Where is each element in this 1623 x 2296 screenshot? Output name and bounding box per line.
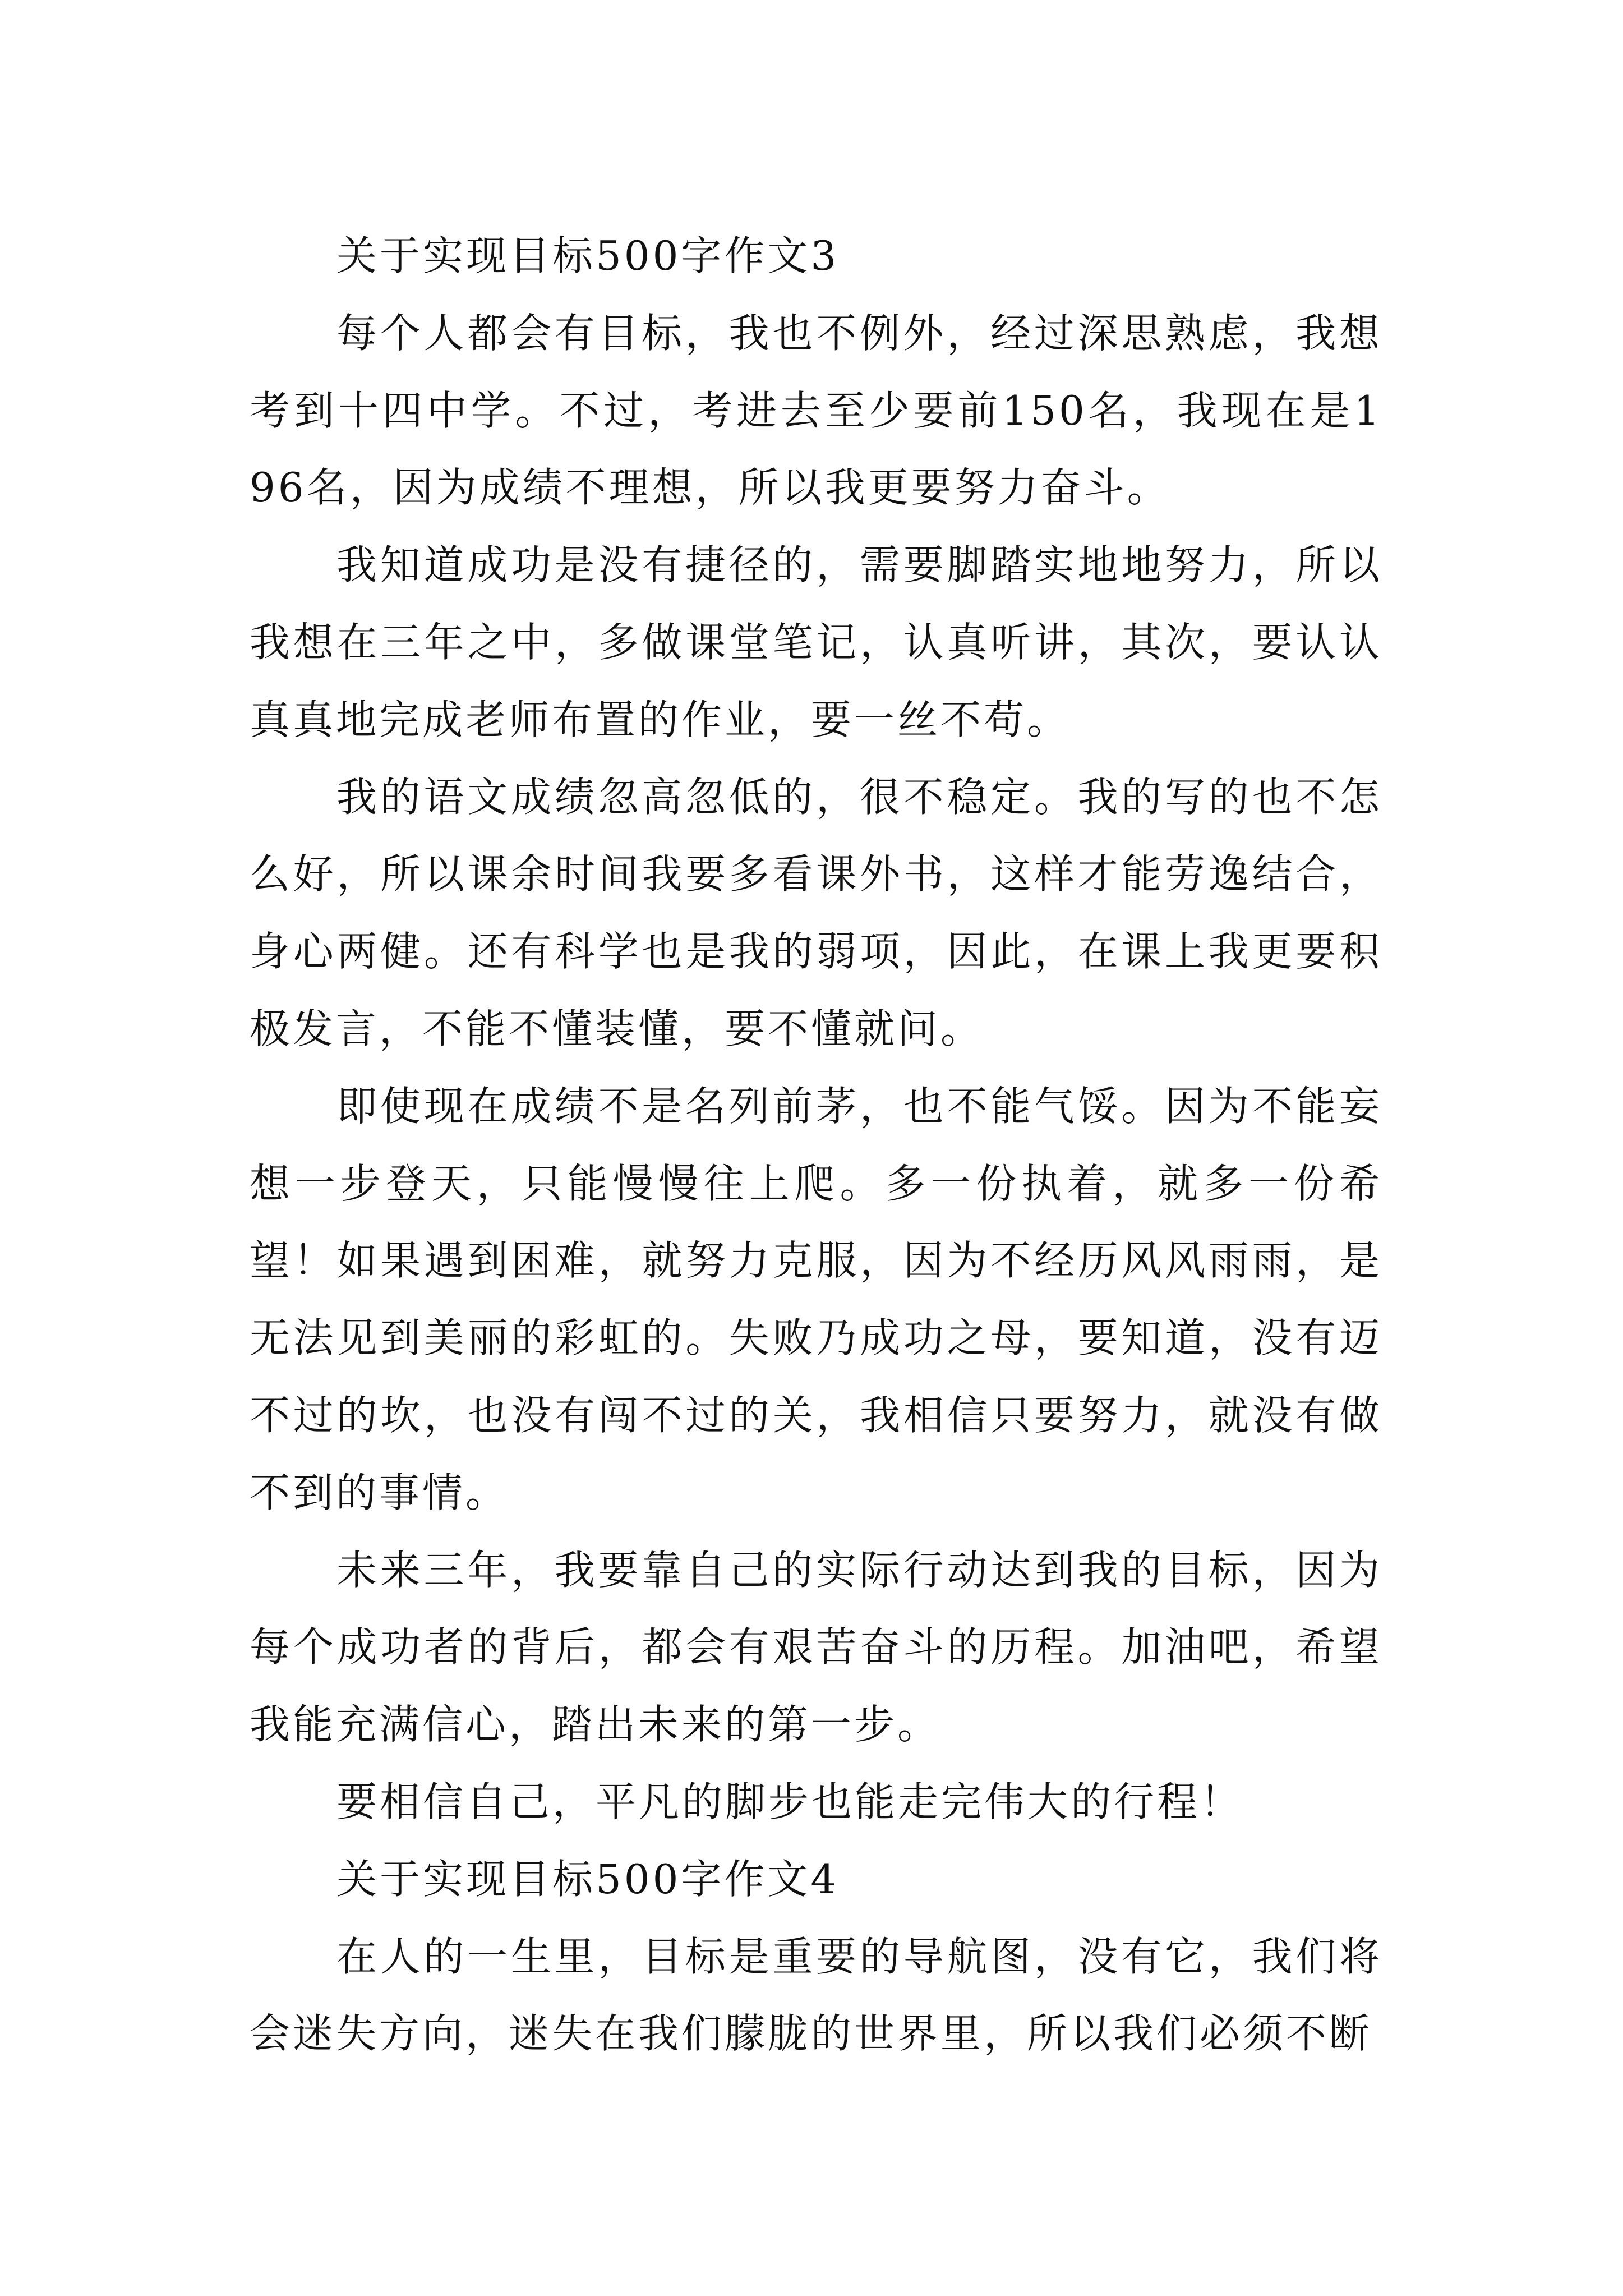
paragraph-navigation: 在人的一生里，目标是重要的导航图，没有它，我们将会迷失方向，迷失在我们朦胧的世界里，所以我们必须不断: [250, 1932, 1382, 2058]
paragraph-subjects: 我的语文成绩忽高忽低的，很不稳定。我的写的也不怎么好，所以课余时间我要多看课外书，这样才能劳逸结合，身心两健。还有科学也是我的弱项，因此，在课上我更要积极发言，不能不懂装懂，要不懂就问。: [250, 773, 1382, 1052]
paragraph-perseverance: 即使现在成绩不是名列前茅，也不能气馁。因为不能妄想一步登天，只能慢慢往上爬。多一份执着，就多一份希望！如果遇到困难，就努力克服，因为不经历风风雨雨，是无法见到美丽的彩虹的。失败乃成功之母，要知道，没有迈不过的坎，也没有闯不过的关，我相信只要努力，就没有做不到的事情。: [250, 1082, 1382, 1516]
paragraph-closing: 要相信自己，平凡的脚步也能走完伟大的行程！: [336, 1778, 1244, 1825]
essay-body: [250, 218, 1382, 2073]
paragraph-future: 未来三年，我要靠自己的实际行动达到我的目标，因为每个成功者的背后，都会有艰苦奋斗的历程。加油吧，希望我能充满信心，踏出未来的第一步。: [250, 1546, 1382, 1749]
essay-title-3: 关于实现目标500字作文3: [336, 232, 840, 279]
paragraph-effort: 我知道成功是没有捷径的，需要脚踏实地地努力，所以我想在三年之中，多做课堂笔记，认真听讲，其次，要认认真真地完成老师布置的作业，要一丝不苟。: [250, 541, 1382, 743]
paragraph-goal: 每个人都会有目标，我也不例外，经过深思熟虑，我想考到十四中学。不过，考进去至少要前150名，我现在是196名，因为成绩不理想，所以我更要努力奋斗。: [250, 309, 1382, 512]
essay-title-4: 关于实现目标500字作文4: [336, 1855, 840, 1903]
